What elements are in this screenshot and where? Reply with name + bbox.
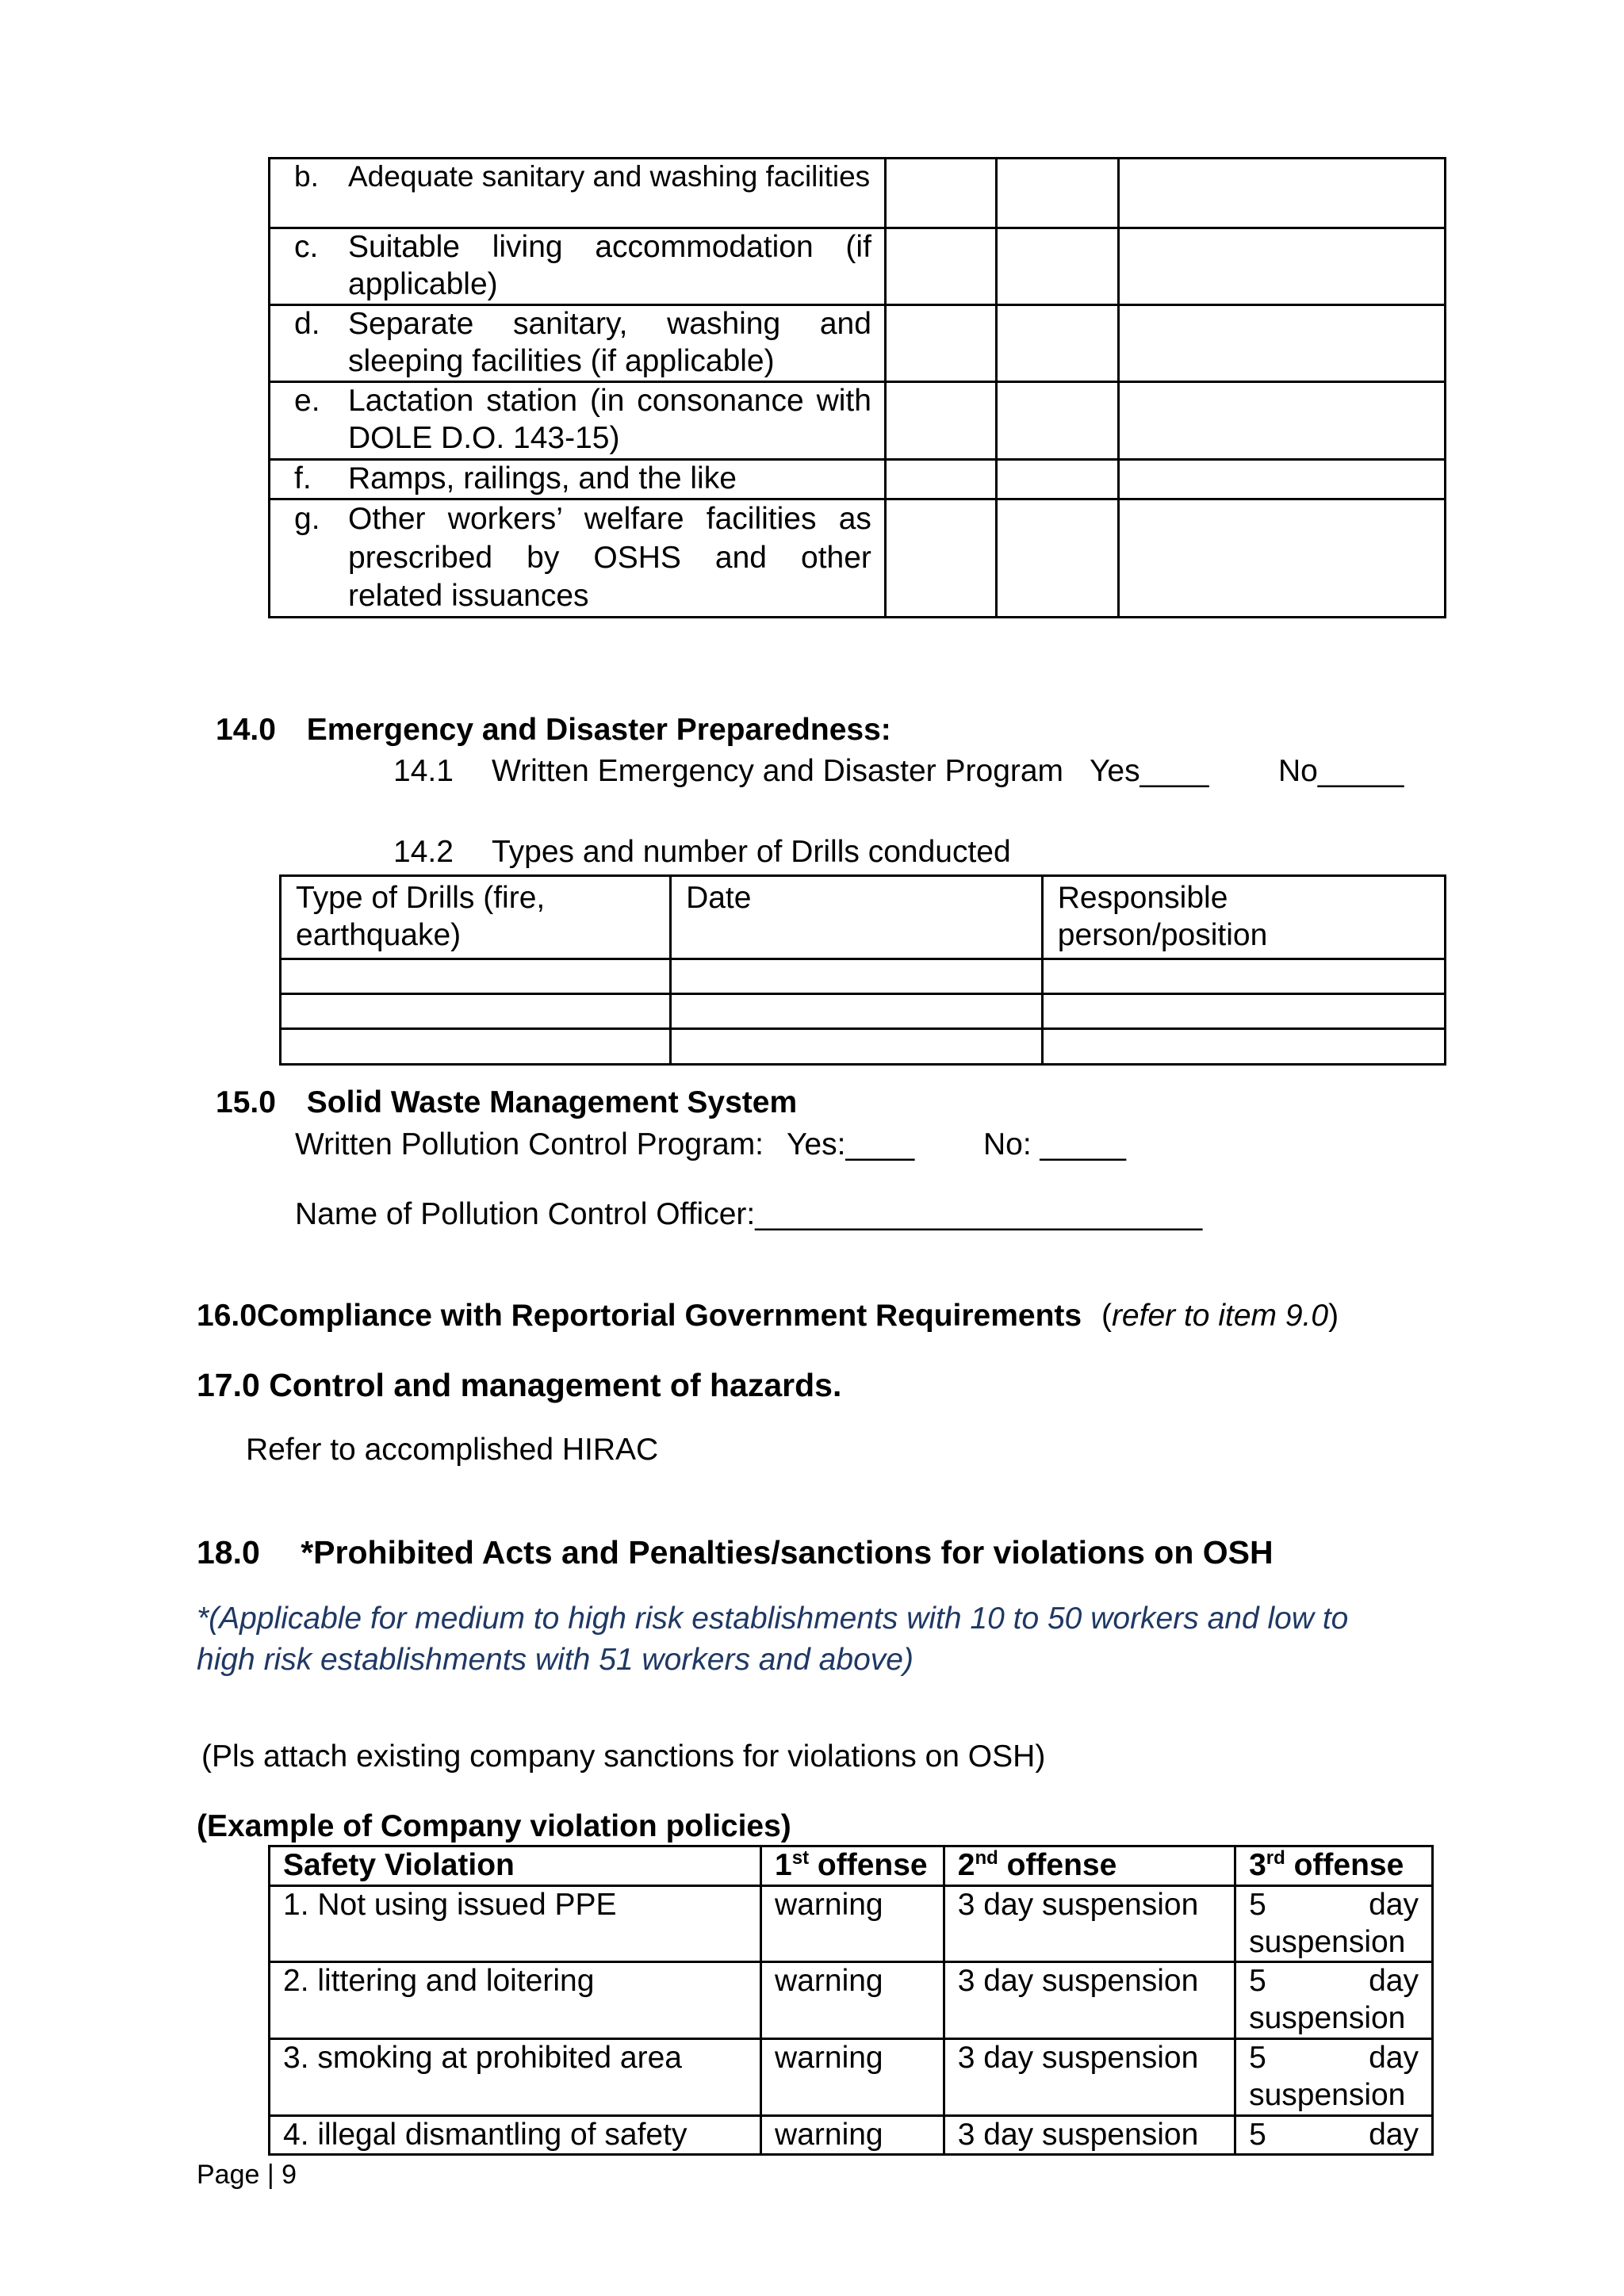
table-row: [270, 460, 1446, 499]
first-offense-cell: warning: [761, 2115, 944, 2155]
column-header: [761, 1846, 944, 1886]
first-offense-cell: warning: [761, 1962, 944, 2039]
violation-cell: 1. Not using issued PPE: [270, 1885, 761, 1962]
cell[interactable]: [996, 228, 1119, 305]
section-title: Emergency and Disaster Preparedness:: [306, 713, 891, 747]
cell[interactable]: [885, 499, 996, 617]
column-header: [1235, 1846, 1433, 1886]
header-sup: nd: [975, 1847, 998, 1869]
item-text: Other workers’ welfare facilities as prescribed by OSHS and other related issuances: [348, 501, 871, 614]
facilities-table: [268, 157, 1446, 618]
applicability-note: *(Applicable for medium to high risk establishments with 10 to 50 workers and low to high risk establishments with 51 workers and above): [197, 1601, 1349, 1677]
column-header: Responsible person/position: [1042, 876, 1445, 959]
table-row: [270, 2115, 1433, 2155]
pollution-program-label: Written Pollution Control Program:: [295, 1127, 764, 1161]
cell[interactable]: [1042, 1028, 1445, 1064]
table-row: [270, 499, 1446, 617]
cell[interactable]: [996, 460, 1119, 499]
item-text: Ramps, railings, and the like: [348, 461, 737, 496]
table-row: [270, 2038, 1433, 2115]
section-number: 18.0: [197, 1534, 260, 1571]
cell[interactable]: [1119, 159, 1446, 228]
item-text: Separate sanitary, washing and sleeping facilities (if applicable): [348, 307, 871, 378]
section-number: 15.0: [216, 1085, 276, 1119]
third-offense-cell: [1235, 1885, 1433, 1962]
violation-cell: 4. illegal dismantling of safety: [270, 2115, 761, 2155]
cell[interactable]: [996, 159, 1119, 228]
header-text: offense: [809, 1848, 928, 1882]
yes-field[interactable]: Yes:____: [787, 1127, 915, 1161]
cell[interactable]: [885, 159, 996, 228]
section-15-heading: [216, 1085, 797, 1122]
table-row: [270, 1885, 1433, 1962]
cell[interactable]: [281, 1028, 671, 1064]
cell[interactable]: [671, 993, 1043, 1028]
item-14-1-number: 14.1: [393, 754, 454, 788]
section-17-text: Refer to accomplished HIRAC: [246, 1433, 659, 1467]
header-text: offense: [1285, 1848, 1404, 1882]
third-day: day: [1369, 1887, 1419, 1922]
column-header: [944, 1846, 1235, 1886]
column-header: Date: [671, 876, 1043, 959]
header-sup: rd: [1266, 1847, 1285, 1869]
table-row: [270, 159, 1446, 228]
table-row: [270, 1962, 1433, 2039]
third-num: 5: [1249, 2117, 1266, 2152]
section-18-heading: [197, 1533, 1274, 1572]
third-day: day: [1369, 2117, 1419, 2152]
third-rest: suspension: [1249, 2077, 1406, 2112]
second-offense-cell: 3 day suspension: [944, 2038, 1235, 2115]
cell[interactable]: [671, 959, 1043, 993]
table-row: [270, 305, 1446, 382]
header-text: 3: [1249, 1848, 1266, 1882]
third-num: 5: [1249, 2040, 1266, 2075]
item-letter: f.: [294, 461, 312, 496]
section-title: Solid Waste Management System: [306, 1085, 798, 1119]
cell[interactable]: [996, 499, 1119, 617]
first-offense-cell: warning: [761, 2038, 944, 2115]
item-14-1-text: Written Emergency and Disaster Program: [492, 754, 1064, 788]
item-14-2-number: 14.2: [393, 835, 454, 869]
page-number: Page | 9: [197, 2160, 297, 2190]
cell[interactable]: [885, 382, 996, 460]
third-offense-cell: [1235, 1962, 1433, 2039]
item-text: Suitable living accommodation (if applicable): [348, 230, 871, 301]
violations-table: [268, 1845, 1434, 2156]
no-field[interactable]: No_____: [1278, 754, 1404, 788]
header-text: 2: [957, 1848, 975, 1882]
cell[interactable]: [1119, 382, 1446, 460]
cell[interactable]: [996, 382, 1119, 460]
cell[interactable]: [1119, 499, 1446, 617]
third-day: day: [1369, 1964, 1419, 1999]
cell[interactable]: [281, 993, 671, 1028]
cell[interactable]: [1042, 959, 1445, 993]
third-day: day: [1369, 2040, 1419, 2075]
table-header-row: [270, 1846, 1433, 1886]
item-letter: b.: [294, 160, 319, 193]
cell[interactable]: [885, 305, 996, 382]
table-row: [270, 228, 1446, 305]
item-letter: d.: [294, 307, 320, 341]
header-text: offense: [998, 1848, 1117, 1882]
section-number: 14.0: [216, 713, 276, 747]
section-14-heading: [216, 712, 891, 749]
item-14-2-text: Types and number of Drills conducted: [492, 835, 1011, 869]
cell[interactable]: [1119, 460, 1446, 499]
no-field[interactable]: No: _____: [983, 1127, 1126, 1161]
item-letter: e.: [294, 384, 320, 418]
section-17-heading: 17.0 Control and management of hazards.: [197, 1367, 842, 1403]
table-row: [281, 1028, 1446, 1064]
cell[interactable]: [281, 959, 671, 993]
third-offense-cell: [1235, 2038, 1433, 2115]
first-offense-cell: warning: [761, 1885, 944, 1962]
cell[interactable]: [1119, 305, 1446, 382]
table-row: [281, 959, 1446, 993]
second-offense-cell: 3 day suspension: [944, 1962, 1235, 2039]
second-offense-cell: 3 day suspension: [944, 1885, 1235, 1962]
example-title: (Example of Company violation policies): [197, 1809, 791, 1843]
item-text: Adequate sanitary and washing facilities: [348, 160, 871, 193]
section-title: 16.0Compliance with Reportorial Government Requirements: [197, 1299, 1082, 1333]
item-text: Lactation station (in consonance with DOLE D.O. 143-15): [348, 384, 871, 455]
violation-cell: 3. smoking at prohibited area: [270, 2038, 761, 2115]
reference-note: refer to item 9.0: [1111, 1299, 1329, 1333]
third-offense-cell: [1235, 2115, 1433, 2155]
header-sup: st: [791, 1847, 810, 1869]
header-text: 1: [775, 1848, 792, 1882]
section-16-heading: [197, 1298, 1339, 1335]
paren: (: [1101, 1299, 1112, 1333]
table-row: [281, 993, 1446, 1028]
cell[interactable]: [1119, 228, 1446, 305]
table-row: [270, 382, 1446, 460]
table-header-row: [281, 876, 1446, 959]
cell[interactable]: [996, 305, 1119, 382]
second-offense-cell: 3 day suspension: [944, 2115, 1235, 2155]
item-letter: c.: [294, 230, 319, 264]
third-num: 5: [1249, 1887, 1266, 1922]
cell[interactable]: [671, 1028, 1043, 1064]
column-header: Safety Violation: [270, 1846, 761, 1886]
section-title: *Prohibited Acts and Penalties/sanctions for violations on OSH: [301, 1534, 1274, 1571]
item-letter: g.: [294, 501, 320, 536]
pollution-officer-field[interactable]: Name of Pollution Control Officer:__________________________: [295, 1197, 1203, 1231]
third-num: 5: [1249, 1964, 1266, 1999]
paren: ): [1328, 1299, 1339, 1333]
drills-table: [279, 874, 1446, 1066]
third-rest: suspension: [1249, 2001, 1406, 2036]
attach-note: (Pls attach existing company sanctions for violations on OSH): [201, 1739, 1046, 1774]
cell[interactable]: [885, 460, 996, 499]
cell[interactable]: [1042, 993, 1445, 1028]
yes-field[interactable]: Yes____: [1090, 754, 1209, 788]
third-rest: suspension: [1249, 1924, 1406, 1959]
violation-cell: 2. littering and loitering: [270, 1962, 761, 2039]
cell[interactable]: [885, 228, 996, 305]
column-header: Type of Drills (fire, earthquake): [281, 876, 671, 959]
